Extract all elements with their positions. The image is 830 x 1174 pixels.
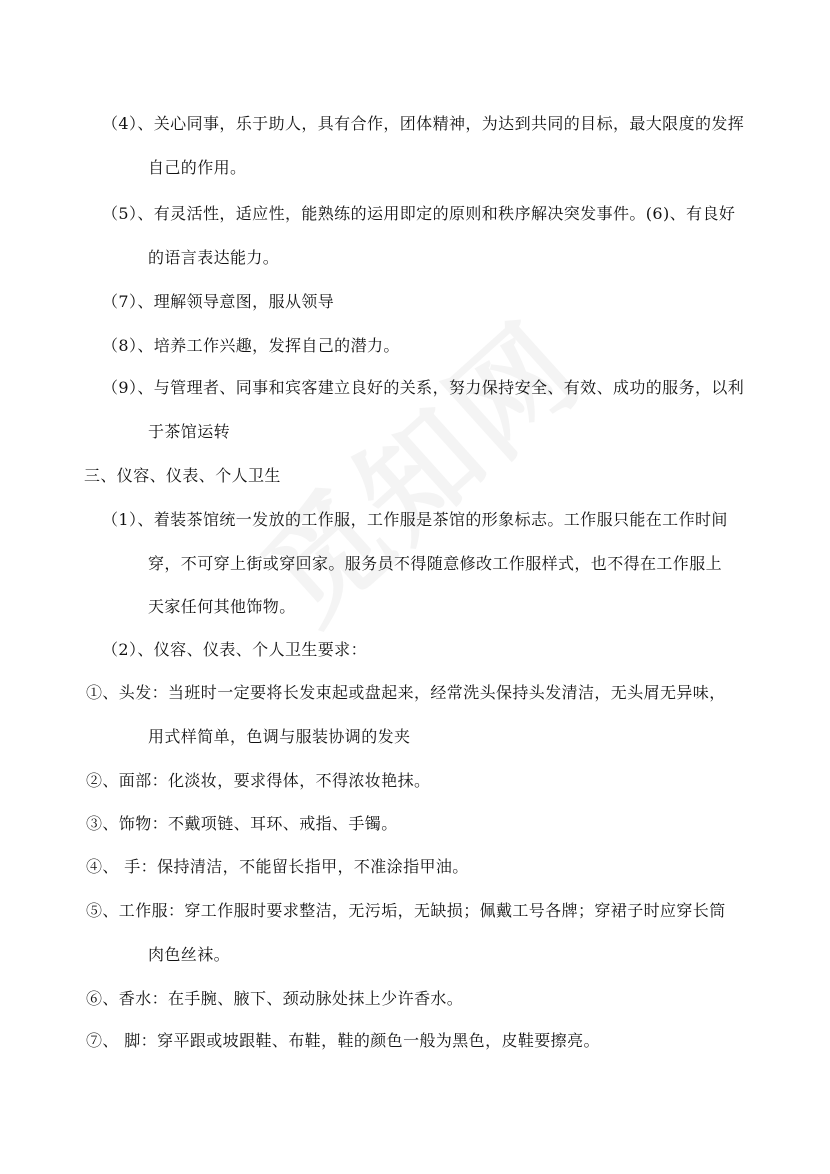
text-line: 的语言表达能力。 [148, 248, 280, 267]
text-line: （5）、有灵活性，适应性，能熟练的运用即定的原则和秩序解决突发事件。(6)、有良好 [102, 204, 736, 223]
text-line: ⑦、 脚：穿平跟或坡跟鞋、布鞋，鞋的颜色一般为黑色，皮鞋要擦亮。 [86, 1031, 600, 1050]
text-line: 肉色丝袜。 [148, 945, 231, 964]
text-line: 用式样简单，色调与服装协调的发夹 [148, 727, 411, 746]
text-line: （8）、培养工作兴趣，发挥自己的潜力。 [102, 336, 400, 355]
text-line: （4）、关心同事，乐于助人，具有合作，团体精神，为达到共同的目标，最大限度的发挥 [102, 114, 745, 133]
text-line: 天家任何其他饰物。 [148, 597, 296, 616]
section-heading: 三、仪容、仪表、个人卫生 [84, 466, 281, 485]
text-line: 穿，不可穿上街或穿回家。服务员不得随意修改工作服样式，也不得在工作服上 [148, 554, 723, 573]
text-line: ⑤、工作服：穿工作服时要求整洁，无污垢，无缺损；佩戴工号各牌；穿裙子时应穿长筒 [86, 901, 726, 920]
text-line: ④、 手：保持清洁，不能留长指甲，不准涂指甲油。 [86, 857, 469, 876]
text-line: 自己的作用。 [148, 158, 247, 177]
text-line: （2）、仪容、仪表、个人卫生要求： [102, 640, 367, 659]
text-line: （1）、着装茶馆统一发放的工作服，工作服是茶馆的形象标志。工作服只能在工作时间 [102, 510, 728, 529]
text-line: ②、面部：化淡妆，要求得体，不得浓妆艳抹。 [86, 771, 431, 790]
text-line: 于茶馆运转 [148, 422, 231, 441]
text-line: ③、饰物：不戴项链、耳环、戒指、手镯。 [86, 814, 398, 833]
text-line: ①、头发：当班时一定要将长发束起或盘起来，经常洗头保持头发清洁，无头屑无异味， [86, 683, 726, 702]
text-line: ⑥、香水：在手腕、腋下、颈动脉处抹上少许香水。 [86, 989, 464, 1008]
text-line: （7）、理解领导意图，服从领导 [102, 292, 335, 311]
text-line: （9）、与管理者、同事和宾客建立良好的关系，努力保持安全、有效、成功的服务，以利 [102, 378, 745, 397]
